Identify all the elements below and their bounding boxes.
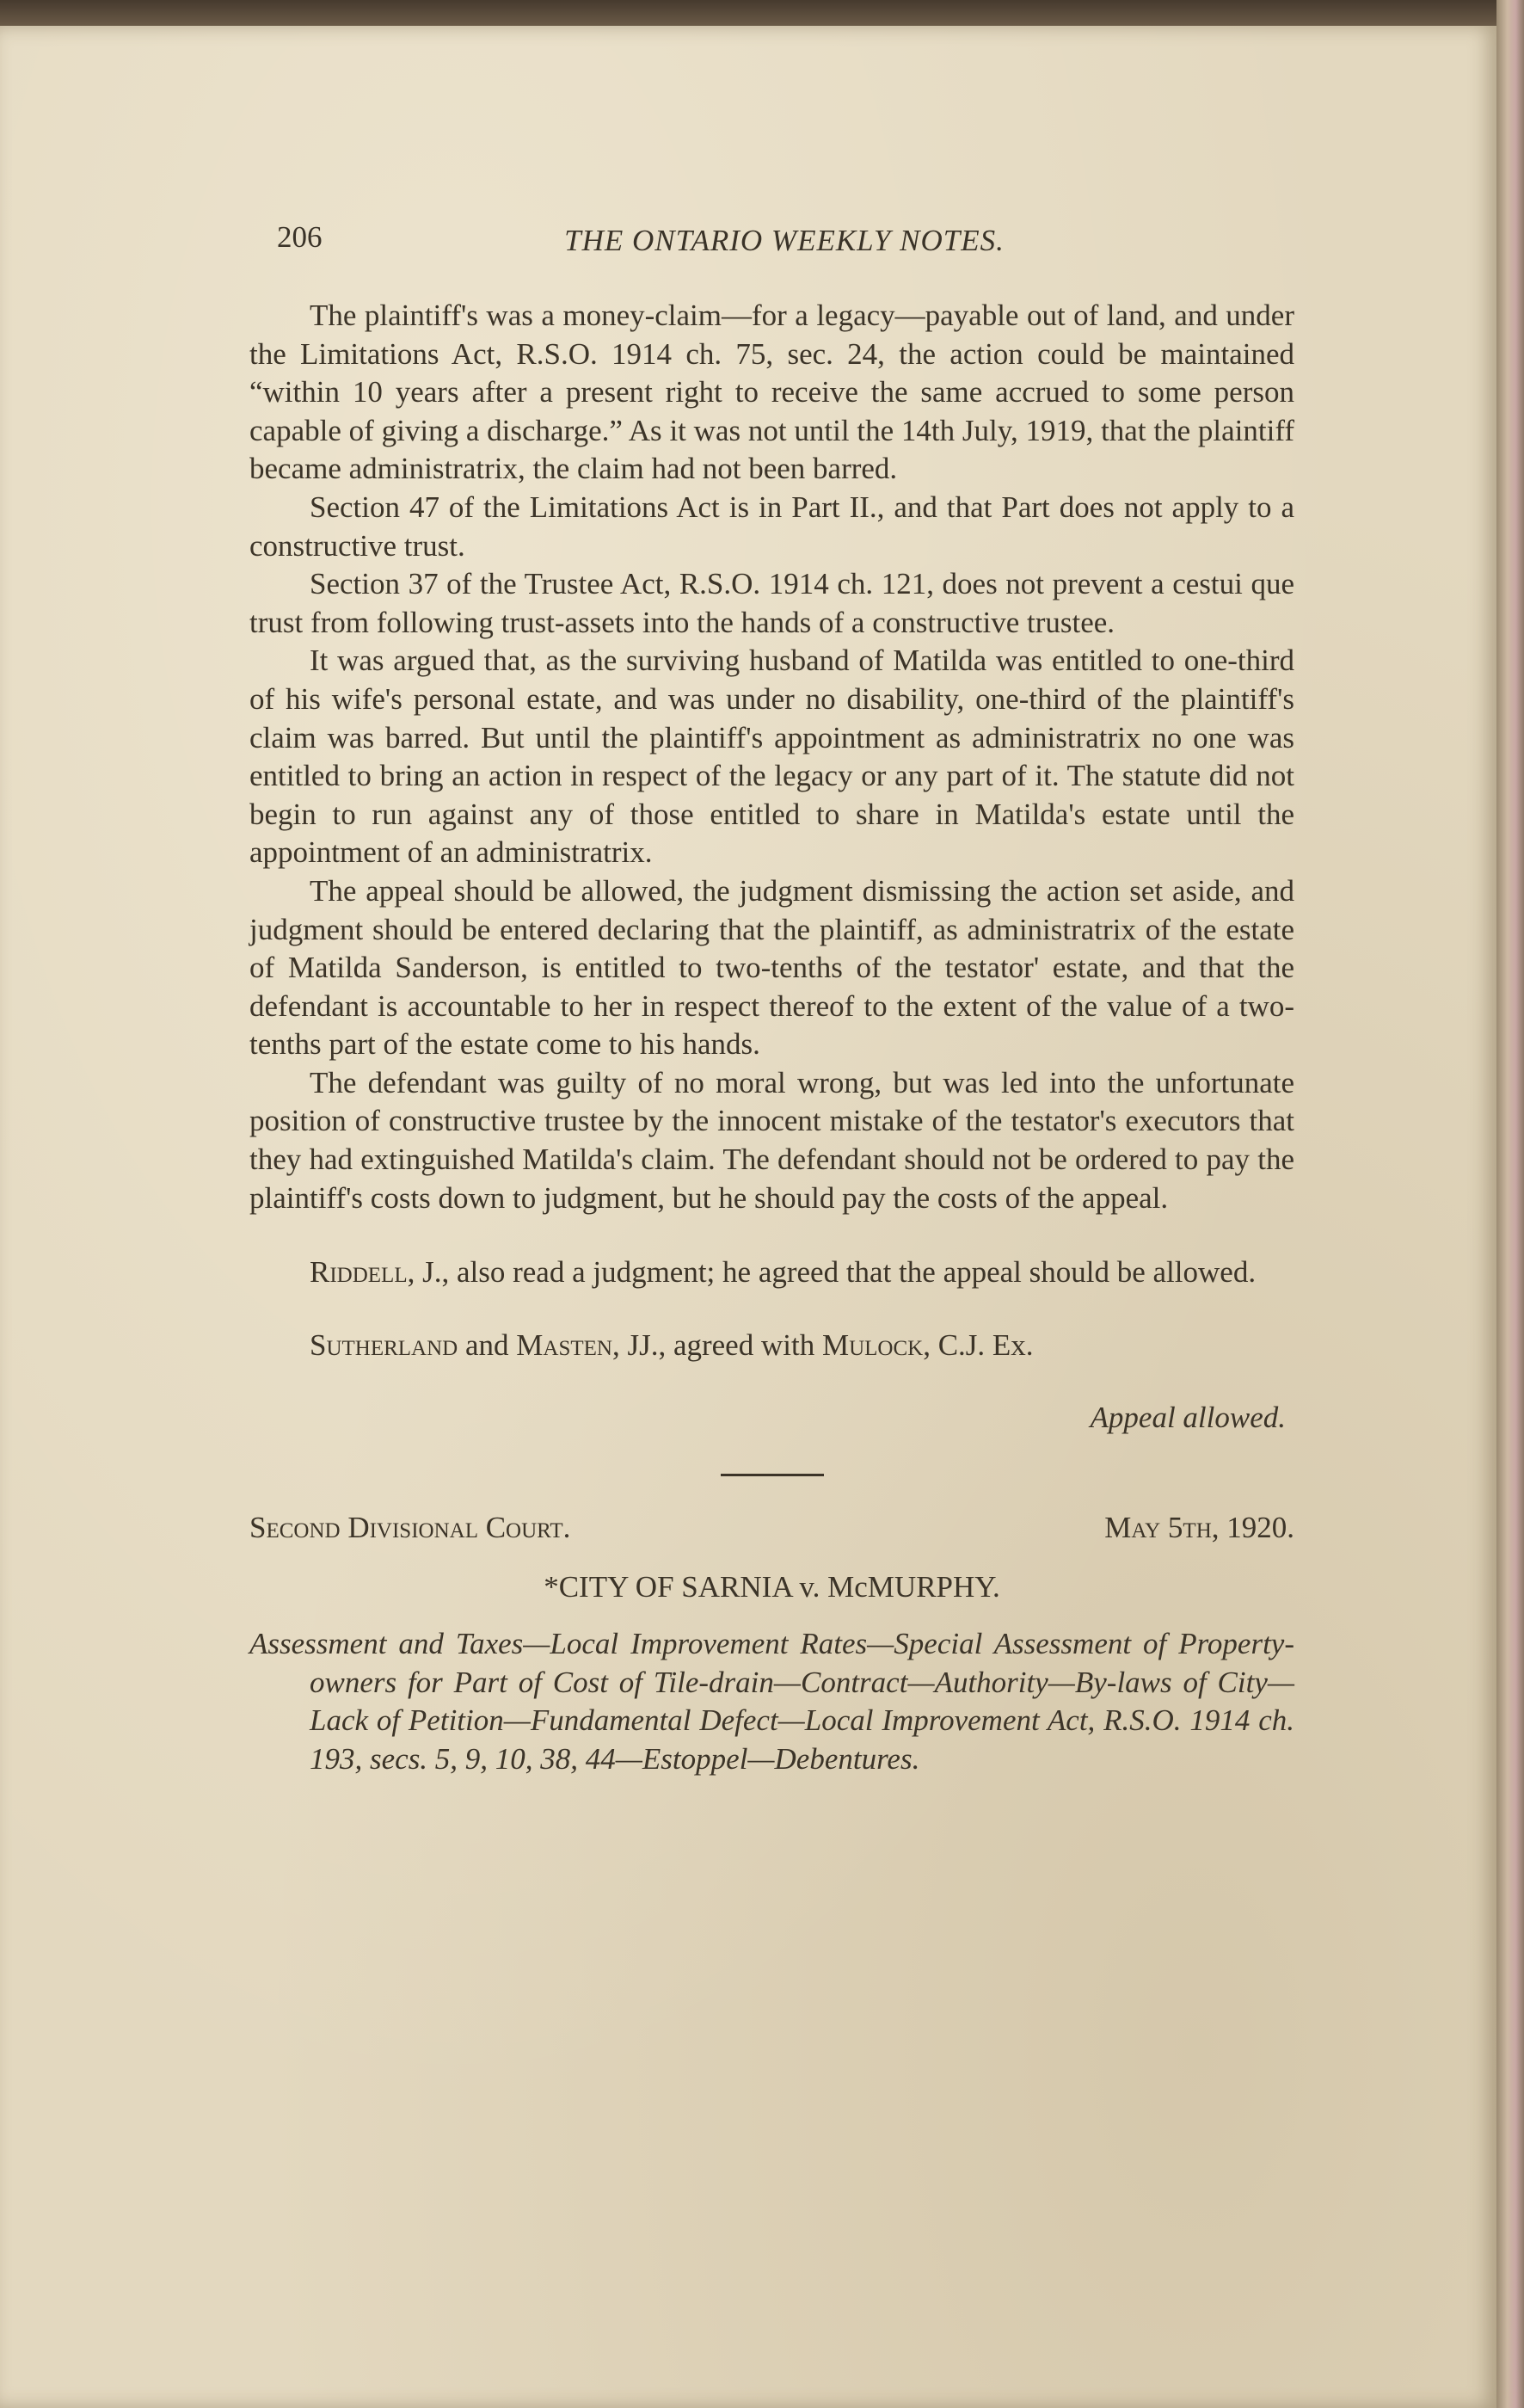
page-number: 206 (277, 220, 323, 254)
concurrence-text: , C.J. Ex. (923, 1327, 1034, 1362)
riddell-judgment (249, 1253, 1294, 1292)
page-body (249, 297, 1294, 1779)
page-header (277, 215, 1292, 260)
book-top-edge (0, 0, 1524, 26)
judge-name: Masten (516, 1327, 612, 1362)
headnote: Assessment and Taxes—Local Improvement Rates—Special Assessment of Property-owners for Part of Cost of Tile-drain—Contract—Authority—By-laws of City—Lack of Petition—Fundamental Defect—Local Improvement Act, R.S.O. 1914 ch. 193, secs. 5, 9, 10, 38, 44—Estoppel—Debentures. (249, 1627, 1294, 1776)
running-title: THE ONTARIO WEEKLY NOTES. (564, 224, 1005, 257)
judge-name: Riddell (310, 1255, 408, 1290)
judge-name: Mulock (821, 1327, 924, 1362)
judgment-date: May 5th, 1920. (1104, 1511, 1294, 1545)
paragraph: The defendant was guilty of no moral wrong, but was led into the unfortunate position of constructive trustee by the innocent mistake of the testator's executors that they had extinguished Matilda's claim. The defendant should not be ordered to pay the plaintiff's costs down to judgment, but he should pay the costs of the appeal. (249, 1065, 1294, 1215)
concurrence-text: , JJ., agreed with (611, 1327, 822, 1362)
concurrence (249, 1327, 1294, 1365)
court-name: Second Divisional Court. (249, 1511, 571, 1545)
paragraph: Section 37 of the Trustee Act, R.S.O. 1914 ch. 121, does not prevent a cestui que trust from following trust-assets into the hands of a constructive trustee. (249, 567, 1294, 639)
court-line (249, 1509, 1294, 1548)
riddell-text: , J., also read a judgment; he agreed that the appeal should be allowed. (407, 1255, 1257, 1290)
paragraph: The appeal should be allowed, the judgment dismissing the action set aside, and judgment should be entered declaring that the plaintiff, as administratrix of the estate of Matilda Sanderson, is entitled to two-tenths of the testator' estate, and that the defendant is accountable to her in respect thereof to the extent of the value of a two-tenths part of the estate come to his hands. (249, 873, 1294, 1062)
section-divider (721, 1474, 824, 1476)
case-title: *CITY OF SARNIA v. McMURPHY. (544, 1569, 1000, 1604)
paragraph: Section 47 of the Limitations Act is in Part II., and that Part does not apply to a constructive trust. (249, 490, 1294, 563)
paragraph: The plaintiff's was a money-claim—for a legacy—payable out of land, and under the Limitations Act, R.S.O. 1914 ch. 75, sec. 24, the action could be maintained “within 10 years after a present right to receive the same accrued to some person capable of giving a discharge.” As it was not until the 14th July, 1919, that the plaintiff became administratrix, the claim had not been barred. (249, 299, 1294, 486)
book-spine-edge (1496, 0, 1524, 2408)
case-result: Appeal allowed. (1090, 1401, 1286, 1435)
paragraph: It was argued that, as the surviving husband of Matilda was entitled to one-third of his wife's personal estate, and was under no disability, one-third of the plaintiff's claim was barred. But until the plaintiff's appointment as administratrix no one was entitled to bring an action in respect of the legacy or any part of it. The statute did not begin to run against any of those entitled to share in Matilda's estate until the appointment of an administratrix. (249, 644, 1294, 870)
judge-name: Sutherland (310, 1327, 458, 1362)
concurrence-text: and (458, 1327, 517, 1362)
